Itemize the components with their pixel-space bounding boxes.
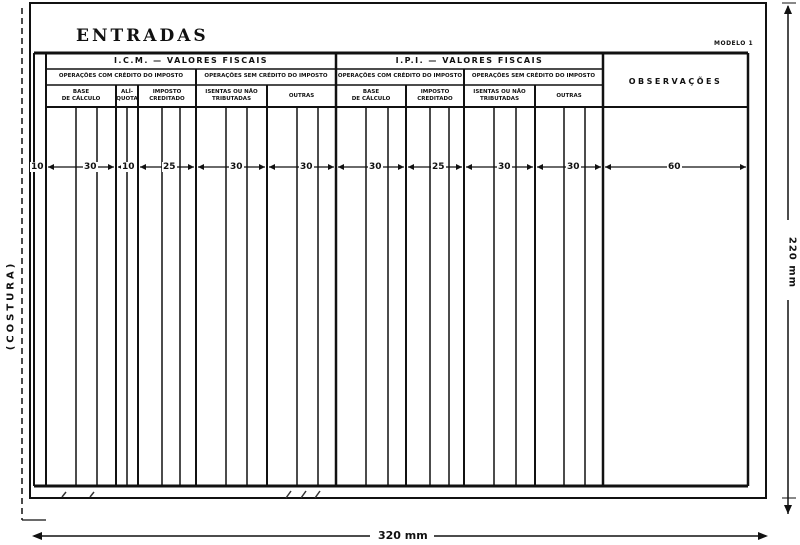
dim-label-col-6: 30 [300,162,313,172]
icm-isentas-line1: ISENTAS OU NÃO [205,89,258,95]
icm-imposto-header [138,89,196,103]
icm-isentas-header [196,89,267,103]
icm-isentas-line2: TRIBUTADAS [211,96,252,102]
dim-label-col-8: 25 [432,162,445,172]
ipi-without-credit-header: OPERAÇÕES SEM CRÉDITO DO IMPOSTO [471,73,596,79]
ipi-imposto-line1: IMPOSTO [420,89,450,95]
ipi-base-line2: DE CÁLCULO [351,96,391,102]
ipi-imposto-header [406,89,464,103]
icm-aliquota-header [116,89,138,103]
binding-label: (COSTURA) [5,260,17,351]
dim-label-col-7: 30 [369,162,382,172]
ipi-imposto-line2: CREDITADO [417,96,453,102]
icm-base-line2: DE CÁLCULO [61,96,101,102]
icm-outras-header: OUTRAS [288,93,315,99]
model-label: MODELO 1 [714,40,754,47]
ipi-isentas-line1: ISENTAS OU NÃO [473,89,526,95]
observacoes-header: OBSERVAÇÕES [628,77,723,86]
ipi-base-header [336,89,406,103]
dim-label-col-1: 10 [31,162,44,172]
form-title: ENTRADAS [76,26,209,46]
ipi-base-line1: BASE [362,89,380,95]
ipi-isentas-line2: TRIBUTADAS [479,96,520,102]
ipi-with-credit-header: OPERAÇÕES COM CRÉDITO DO IMPOSTO [337,73,463,79]
width-dimension-label: 320 mm [372,529,434,542]
ipi-isentas-header [464,89,535,103]
icm-base-line1: BASE [72,89,90,95]
icm-section-title: I.C.M. — VALORES FISCAIS [113,56,269,65]
icm-aliquota-line2: QUOTA [116,96,138,102]
icm-imposto-line2: CREDITADO [149,96,185,102]
height-dimension-label: 220 mm [786,236,798,289]
icm-aliquota-line1: ALÍ- [120,89,134,95]
dim-label-col-5: 30 [230,162,243,172]
dim-label-col-10: 30 [567,162,580,172]
ipi-section-title: I.P.I. — VALORES FISCAIS [395,56,544,65]
dim-label-col-4: 25 [163,162,176,172]
icm-base-header [46,89,116,103]
dim-label-col-11: 60 [668,162,681,172]
icm-imposto-line1: IMPOSTO [152,89,182,95]
ipi-outras-header: OUTRAS [556,93,582,99]
dim-label-col-2: 30 [84,162,97,172]
dim-label-col-9: 30 [498,162,511,172]
icm-with-credit-header: OPERAÇÕES COM CRÉDITO DO IMPOSTO [58,73,184,79]
dim-label-col-3: 10 [122,162,135,172]
icm-without-credit-header: OPERAÇÕES SEM CRÉDITO DO IMPOSTO [204,73,328,79]
